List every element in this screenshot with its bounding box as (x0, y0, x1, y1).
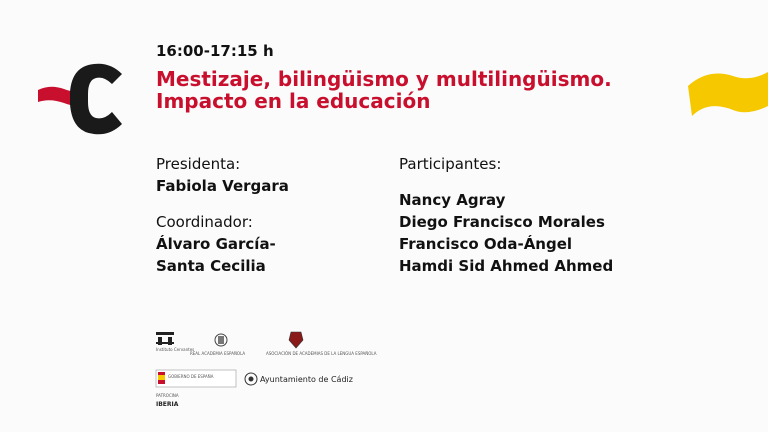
rae-logo (190, 334, 245, 356)
iberia-logo (156, 393, 179, 408)
rae-label: REAL ACADEMIA ESPAÑOLA (190, 351, 246, 356)
gobierno-label: GOBIERNO DE ESPAÑA (168, 374, 214, 379)
participant-name: Francisco Oda-Ángel (399, 235, 573, 253)
coordinator-name-line-1: Álvaro García- (156, 235, 276, 253)
patrocinio-label: PATROCINA (156, 393, 179, 398)
cadiz-label: Ayuntamiento de Cádiz (260, 375, 353, 384)
chairs-column (156, 153, 376, 277)
session-title (156, 68, 716, 112)
asale-logo (266, 332, 377, 356)
session-time: 16:00-17:15 h (156, 42, 274, 60)
coordinator-name-line-2: Santa Cecilia (156, 257, 266, 275)
instituto-cervantes-logo (156, 332, 194, 352)
gobierno-espana-logo (156, 370, 236, 387)
participants-role: Participantes: (399, 155, 502, 173)
participant-name: Hamdi Sid Ahmed Ahmed (399, 257, 614, 275)
title-line-1: Mestizaje, bilingüismo y multilingüismo. (156, 67, 612, 91)
president-role: Presidenta: (156, 155, 241, 173)
congress-c-logo (38, 62, 130, 136)
participants-column (399, 153, 699, 277)
participant-name: Diego Francisco Morales (399, 213, 605, 231)
sponsor-logos (156, 330, 377, 410)
title-line-2: Impacto en la educación (156, 89, 431, 113)
participant-name: Nancy Agray (399, 191, 506, 209)
asale-label: ASOCIACIÓN DE ACADEMIAS DE LA LENGUA ESPAÑOLA (266, 351, 377, 356)
ayuntamiento-cadiz-logo (245, 373, 353, 385)
instituto-label: Instituto Cervantes (156, 347, 195, 352)
coordinator-role: Coordinador: (156, 213, 253, 231)
president-name: Fabiola Vergara (156, 177, 289, 195)
iberia-label: IBERIA (156, 401, 179, 408)
